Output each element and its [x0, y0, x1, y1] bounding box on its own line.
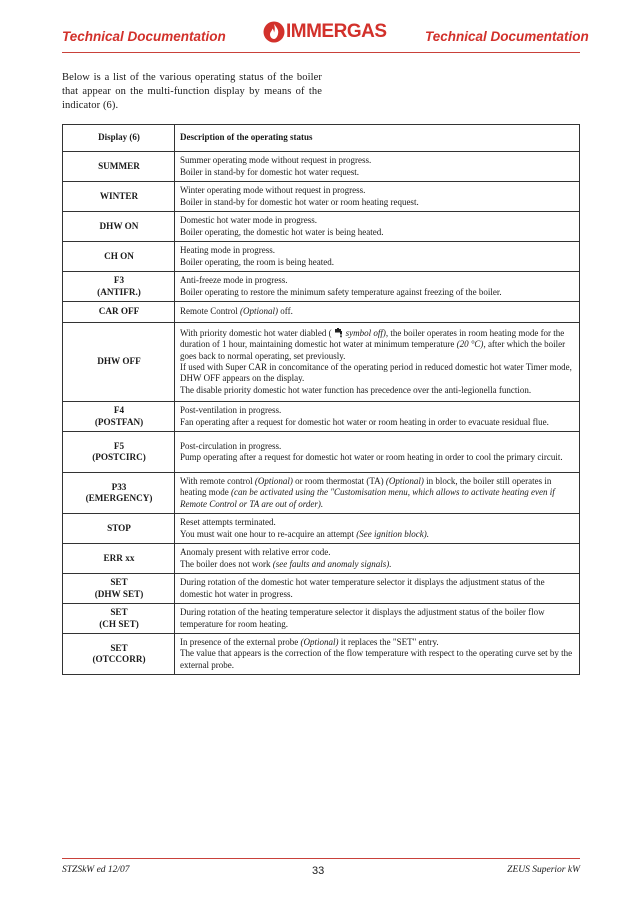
description-emphasis: (Optional): [254, 476, 293, 487]
description-text: off.: [278, 306, 293, 317]
display-code-cell: [63, 182, 175, 212]
status-description-cell: [175, 402, 580, 432]
description-text: in block, the boiler still operates in heating mode: [180, 476, 552, 498]
page-number: 33: [312, 865, 325, 877]
description-line: [180, 197, 575, 208]
display-code: (ANTIFR.): [97, 286, 141, 297]
table-row: [63, 272, 580, 302]
status-description-cell: [175, 152, 580, 182]
display-code: CH ON: [104, 250, 134, 261]
brand-name: IMMERGAS: [286, 21, 387, 42]
status-description-cell: [175, 323, 580, 402]
display-code-cell: [63, 514, 175, 544]
table-row: [63, 634, 580, 675]
footer-doc-code: STZSkW ed 12/07: [62, 865, 130, 875]
display-code-cell: [63, 604, 175, 634]
display-code-cell: [63, 634, 175, 675]
display-code-cell: [63, 323, 175, 402]
display-code: SUMMER: [98, 160, 140, 171]
description-line: [180, 577, 575, 600]
display-code: (POSTFAN): [94, 416, 144, 427]
status-description-cell: [175, 574, 580, 604]
status-description-cell: [175, 514, 580, 544]
status-description-cell: [175, 182, 580, 212]
description-text: You must wait one hour to re-acquire an attempt: [180, 528, 357, 539]
description-text: , after which the boiler goes back to normal operating, set previously.: [180, 339, 566, 361]
description-text: Boiler operating to restore the minimum safety temperature against freezing of the boiler.: [180, 286, 502, 297]
header-left-title: Technical Documentation: [62, 29, 226, 44]
flame-logo-icon: [263, 21, 285, 43]
description-line: [180, 452, 575, 463]
display-code: SET: [110, 577, 128, 588]
display-code-cell: [63, 402, 175, 432]
description-line: [180, 417, 575, 428]
display-code: WINTER: [99, 190, 139, 201]
description-text: Heating mode in progress.: [180, 245, 275, 256]
description-emphasis: (Optional): [385, 476, 424, 487]
description-line: [180, 405, 575, 416]
description-text: Post-circulation in progress.: [180, 440, 282, 451]
status-description-cell: [175, 473, 580, 514]
status-description-cell: [175, 432, 580, 473]
status-description-cell: [175, 302, 580, 323]
description-text: Remote Control: [180, 306, 240, 317]
intro-paragraph: Below is a list of the various operating status of the boiler that appear on the multi-function display by means of the indicator (6).: [62, 72, 322, 111]
display-code-cell: [63, 242, 175, 272]
display-code: (DHW SET): [94, 588, 144, 599]
description-line: [180, 441, 575, 452]
description-emphasis: (20 °C): [456, 339, 484, 350]
description-line: [180, 559, 575, 570]
description-text: With remote control: [180, 476, 255, 487]
description-text: In presence of the external probe: [180, 637, 301, 648]
display-code-cell: [63, 574, 175, 604]
description-text: Summer operating mode without request in progress.: [180, 155, 372, 166]
description-text: Boiler operating, the domestic hot water is being heated.: [180, 226, 384, 237]
display-code: (POSTCIRC): [92, 452, 146, 462]
table-row: [63, 302, 580, 323]
description-text: Post-ventilation in progress.: [180, 405, 282, 416]
description-text: Winter operating mode without request in progress.: [180, 185, 366, 196]
brand-logo: [263, 19, 387, 45]
table-row: [63, 323, 580, 402]
status-description-cell: [175, 272, 580, 302]
table-row: [63, 242, 580, 272]
description-line: [180, 227, 575, 238]
display-code: F4: [113, 405, 125, 416]
description-text: During rotation of the domestic hot water temperature selector it displays the adjustment status of the domestic hot water in progress.: [180, 577, 545, 599]
display-code-cell: [63, 473, 175, 514]
description-text: Boiler in stand-by for domestic hot water or room heating request.: [180, 196, 419, 207]
display-code: F3: [113, 275, 125, 286]
description-line: [180, 215, 575, 226]
status-description-cell: [175, 604, 580, 634]
description-line: [180, 275, 575, 286]
description-line: [180, 385, 575, 396]
description-line: [180, 547, 575, 558]
display-code: (EMERGENCY): [85, 493, 153, 503]
display-code-cell: [63, 432, 175, 473]
description-text: With priority domestic hot water diabled (: [180, 328, 332, 339]
table-row: [63, 152, 580, 182]
description-emphasis: (Optional): [300, 637, 339, 648]
display-code: P33: [111, 481, 127, 492]
description-text: Anomaly present with relative error code.: [180, 547, 331, 558]
table-row: [63, 514, 580, 544]
display-code: DHW OFF: [97, 356, 141, 367]
description-line: [180, 185, 575, 196]
description-line: [180, 257, 575, 268]
display-code: DHW ON: [99, 220, 139, 231]
description-line: [180, 476, 575, 510]
display-code: CAR OFF: [98, 306, 140, 317]
description-text: Anti-freeze mode in progress.: [180, 275, 288, 286]
description-text: Reset attempts terminated.: [180, 517, 276, 528]
display-code-cell: [63, 544, 175, 574]
table-row: [63, 402, 580, 432]
table-row: [63, 182, 580, 212]
footer-product-name: ZEUS Superior kW: [507, 865, 580, 875]
status-description-cell: [175, 634, 580, 675]
table-row: [63, 432, 580, 473]
table-row: [63, 544, 580, 574]
display-code: SET: [110, 607, 128, 618]
tap-icon: [334, 328, 344, 338]
description-text: Boiler in stand-by for domestic hot water request.: [180, 166, 359, 177]
status-description-cell: [175, 242, 580, 272]
description-text: or room thermostat (TA): [292, 476, 386, 487]
description-line: [180, 648, 575, 671]
display-code: F5: [113, 440, 125, 451]
table-body: [63, 152, 580, 675]
description-line: [180, 607, 575, 630]
description-emphasis: (See ignition block).: [356, 528, 430, 539]
status-description-cell: [175, 544, 580, 574]
description-line: [180, 155, 575, 166]
description-line: [180, 167, 575, 178]
table-row: [63, 604, 580, 634]
description-emphasis: symbol off): [345, 328, 386, 339]
description-emphasis: (can be activated using the "Customisation menu, which allows to activate heating even if Remote Control or TA are out of order).: [180, 487, 555, 509]
description-line: [180, 328, 575, 362]
description-line: [180, 637, 575, 648]
display-code: (CH SET): [99, 618, 139, 629]
description-text: Fan operating after a request for domestic hot water or room heating in order to evacuate residual flue.: [180, 416, 549, 427]
display-code: ERR xx: [103, 552, 135, 563]
column-header-description: Description of the operating status: [175, 125, 580, 152]
header-right-title: Technical Documentation: [425, 29, 589, 44]
column-header-display: Display (6): [63, 125, 175, 152]
display-code: SET: [110, 642, 128, 653]
description-line: [180, 362, 575, 385]
description-text: Boiler operating, the room is being heated.: [180, 256, 334, 267]
description-line: [180, 529, 575, 540]
description-text: The boiler does not work: [180, 558, 273, 569]
footer-divider: [62, 858, 580, 859]
description-line: [180, 517, 575, 528]
description-text: Pump operating after a request for domestic hot water or room heating in order to cool the primary circuit.: [180, 452, 563, 462]
description-text: , the boiler operates in room heating mode for the duration of 1 hour, maintaining domestic hot water at minimum temperature: [180, 328, 565, 350]
description-emphasis: (Optional): [240, 306, 278, 317]
description-text: The disable priority domestic hot water function has precedence over the anti-legionella function.: [180, 384, 532, 395]
description-line: [180, 306, 575, 317]
table-row: [63, 473, 580, 514]
display-code: STOP: [107, 522, 131, 533]
description-text: During rotation of the heating temperature selector it displays the adjustment status of the boiler flow temperature for room heating.: [180, 607, 545, 629]
display-code-cell: [63, 152, 175, 182]
header-divider: [62, 52, 580, 53]
display-code-cell: [63, 212, 175, 242]
description-line: [180, 245, 575, 256]
operating-status-table: [62, 124, 580, 675]
display-code-cell: [63, 272, 175, 302]
display-code-cell: [63, 302, 175, 323]
status-description-cell: [175, 212, 580, 242]
table-header-row: [63, 125, 580, 152]
description-text: it replaces the "SET" entry.: [338, 637, 439, 648]
table-row: [63, 574, 580, 604]
description-text: If used with Super CAR in concomitance of the operating period in reduced domestic hot water Timer mode, DHW OFF appears on the display.: [180, 362, 572, 384]
table-row: [63, 212, 580, 242]
description-text: Domestic hot water mode in progress.: [180, 215, 317, 226]
description-line: [180, 287, 575, 298]
display-code: (OTCCORR): [92, 654, 146, 664]
description-text: The value that appears is the correction of the flow temperature with respect to the operating curve set by the external probe.: [180, 648, 573, 670]
description-emphasis: (see faults and anomaly signals).: [272, 558, 392, 569]
